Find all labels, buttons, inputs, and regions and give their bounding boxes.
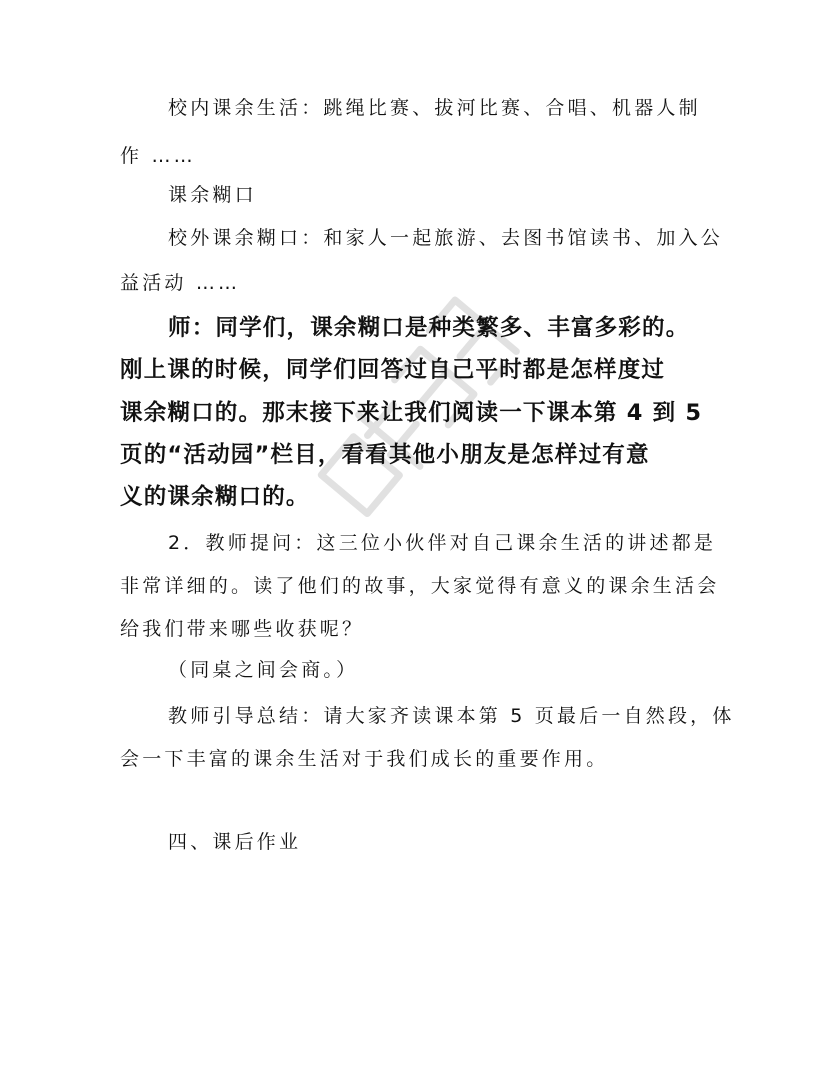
paragraph-line-2: 作 …… [120,145,196,167]
paragraph-line-7: 给我们带来哪些收获呢？ [120,618,365,640]
paragraph-line-3: 校外课余糊口：和家人一起旅游、去图书馆读书、加入公 [168,227,724,249]
bold-line-5: 义的课余糊口的。 [120,484,310,510]
paragraph-line-6: 非常详细的。读了他们的故事，大家觉得有意义的课余生活会 [120,575,720,597]
bold-line-3: 课余糊口的。那末接下来让我们阅读一下课本第 4 到 5 [120,400,703,426]
bold-line-1: 师：同学们，课余糊口是种类繁多、丰富多彩的。 [168,315,690,341]
paragraph-line-9: 教师引导总结：请大家齐读课本第 5 页最后一自然段，体 [168,705,735,727]
bold-line-2: 刚上课的时候，同学们回答过自己平时都是怎样度过 [120,357,666,383]
paragraph-line-1: 校内课余生活：跳绳比赛、拔河比赛、合唱、机器人制 [168,97,701,119]
paragraph-line-4: 益活动 …… [120,272,241,294]
paragraph-line-8: （同桌之间会商。） [168,659,359,681]
bold-line-4: 页的“活动园”栏目，看看其他小朋友是怎样过有意 [120,442,650,468]
section-heading: 课余糊口 [168,184,257,206]
paragraph-line-10: 会一下丰富的课余生活对于我们成长的重要作用。 [120,748,609,770]
section-heading-homework: 四、课后作业 [168,831,302,853]
paragraph-line-5: 2．教师提问：这三位小伙伴对自己课余生活的讲述都是 [168,532,717,554]
